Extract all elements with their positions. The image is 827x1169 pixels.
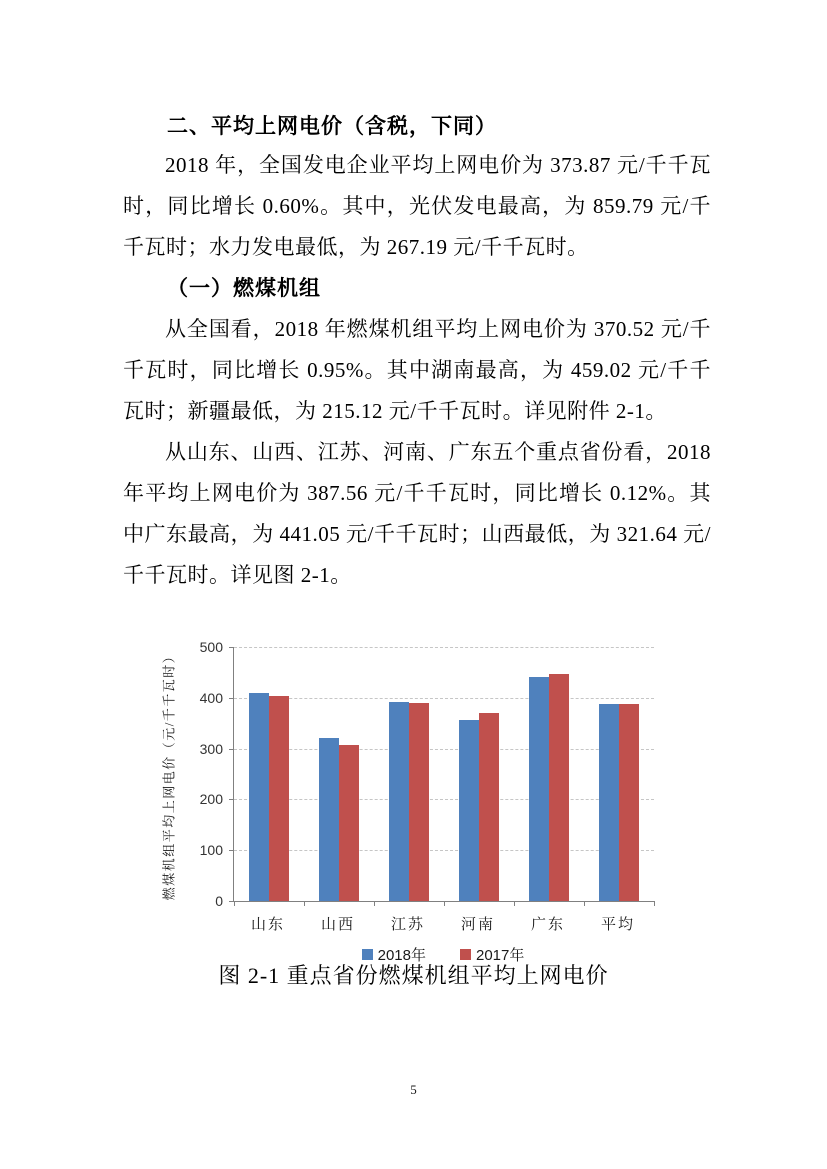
document-body [123,0,711,596]
legend-label-2017年: 2017年 [476,947,525,964]
bar-group-河南 [444,647,514,901]
bar-group-山西 [304,647,374,901]
y-axis-tick-labels [183,639,229,909]
bar-group-江苏 [374,647,444,901]
subsection-heading-coal-units: （一）燃煤机组 [167,276,321,300]
bar-2018年-山东 [249,693,269,901]
plot-area [233,647,654,902]
bar-2018年-山西 [319,738,339,901]
category-label-山西: 山西 [320,917,355,933]
y-tick-label-100: 100 [199,842,223,859]
y-tick-mark-100 [229,850,234,851]
y-tick-mark-0 [229,901,234,902]
y-tick-label-400: 400 [199,689,223,706]
y-tick-mark-200 [229,799,234,800]
y-tick-label-500: 500 [199,639,223,655]
bar-2017年-山东 [269,696,289,901]
gridline-400 [234,698,654,699]
bar-2018年-河南 [459,720,479,901]
category-label-山东: 山东 [250,917,285,933]
category-label-广东: 广东 [530,917,565,933]
gridline-500 [234,647,654,648]
category-label-平均: 平均 [600,917,635,933]
y-axis-title [146,647,190,901]
bar-group-山东 [234,647,304,901]
bar-2017年-山西 [339,745,359,901]
x-tick-mark-6 [654,901,655,906]
x-axis-category-labels [233,913,653,934]
paragraph-coal-national: 从全国看，2018 年燃煤机组平均上网电价为 370.52 元/千千瓦时，同比增长 0.95%。其中湖南最高，为 459.02 元/千千瓦时；新疆最低，为 215.12 元/千千瓦时。详见附件 2-1。 [123,317,711,423]
y-axis-title-text: 燃煤机组平均上网电价（元/千千瓦时） [161,648,177,900]
page-number: 5 [410,1082,417,1097]
bar-group-平均 [584,647,654,901]
figure-caption: 图 2-1 重点省份燃煤机组平均上网电价 [218,963,609,988]
category-label-江苏: 江苏 [390,917,425,933]
section-heading: 二、平均上网电价（含税，下同） [167,115,497,138]
legend-label-2018年: 2018年 [377,947,426,964]
paragraph-coal-provinces: 从山东、山西、江苏、河南、广东五个重点省份看，2018 年平均上网电价为 387.56 元/千千瓦时，同比增长 0.12%。其中广东最高，为 441.05 元/千千瓦时；山西最低，为 321.64 元/千千瓦时。详见图 2-1。 [123,440,711,587]
category-label-河南: 河南 [460,917,495,933]
y-tick-label-200: 200 [199,791,223,808]
bar-2018年-广东 [529,677,549,901]
bar-2017年-广东 [549,674,569,901]
gridline-100 [234,850,654,851]
y-tick-mark-400 [229,698,234,699]
y-tick-mark-300 [229,749,234,750]
x-tick-mark-1 [304,901,305,906]
bar-group-广东 [514,647,584,901]
y-tick-label-300: 300 [199,740,223,757]
bar-2017年-江苏 [409,703,429,901]
gridline-300 [234,749,654,750]
y-tick-label-0: 0 [215,893,223,909]
x-tick-mark-3 [444,901,445,906]
x-tick-mark-0 [234,901,235,906]
paragraph-national-average: 2018 年，全国发电企业平均上网电价为 373.87 元/千千瓦时，同比增长 0.60%。其中，光伏发电最高，为 859.79 元/千千瓦时；水力发电最低，为 267.19 元/千千瓦时。 [123,153,711,259]
bar-2017年-河南 [479,713,499,901]
bar-2018年-江苏 [389,702,409,901]
bar-2017年-平均 [619,704,639,901]
x-tick-mark-5 [584,901,585,906]
x-tick-mark-2 [374,901,375,906]
gridline-200 [234,799,654,800]
y-tick-mark-500 [229,647,234,648]
bar-groups [234,647,654,901]
bar-2018年-平均 [599,704,619,901]
x-tick-mark-4 [514,901,515,906]
